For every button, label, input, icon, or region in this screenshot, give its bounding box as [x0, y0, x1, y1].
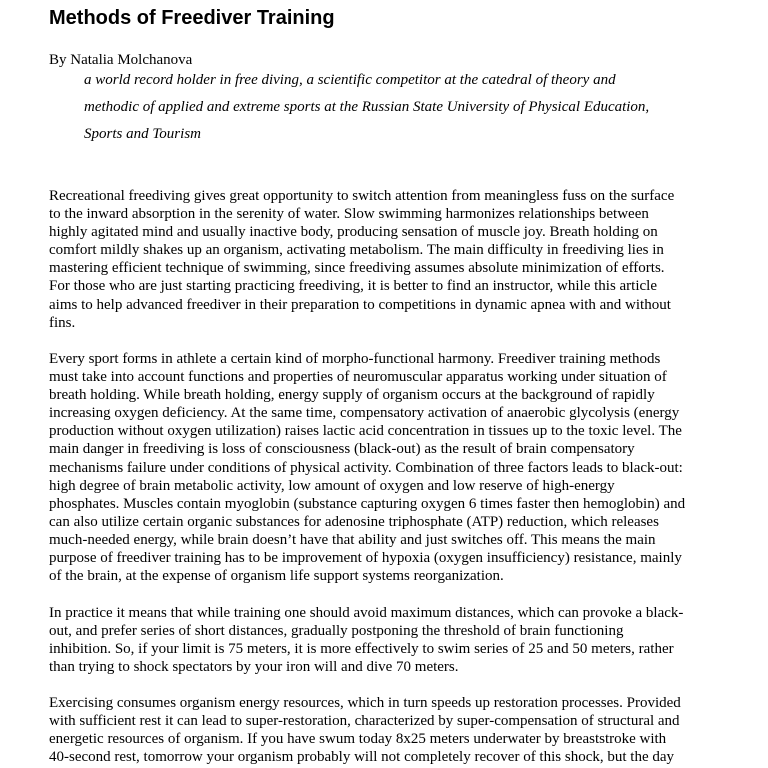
author-affiliation	[84, 67, 724, 148]
text-line: In practice it means that while training one should avoid maximum distances, which can provoke a black-	[49, 605, 684, 621]
affiliation-line: Sports and Tourism	[84, 126, 201, 142]
text-line: For those who are just starting practicing freediving, it is better to find an instructor, while this article	[49, 278, 657, 295]
text-line: Every sport forms in athlete a certain kind of morpho-functional harmony. Freediver training methods	[49, 351, 661, 367]
affiliation-line: a world record holder in free diving, a scientific competitor at the catedral of theory and	[84, 72, 616, 88]
body-paragraph-1	[49, 187, 739, 332]
text-line: than trying to shock spectators by your iron will and dive 70 meters.	[49, 659, 459, 676]
text-line: purpose of freediver training has to be improvement of hypoxia (oxygen insufficiency) resistance, mainly	[49, 550, 682, 567]
text-line: 40-second rest, tomorrow your organism probably will not completely recover of this shock, but the day	[49, 749, 675, 766]
text-line: highly agitated mind and usually inactive body, producing sensation of muscle joy. Breath holding on	[49, 224, 658, 241]
author-byline: By Natalia Molchanova	[49, 52, 193, 68]
text-line: aims to help advanced freediver in their preparation to competitions in dynamic apnea with and without	[49, 296, 671, 313]
body-paragraph-3	[49, 604, 739, 676]
text-line: of the brain, at the expense of organism life support systems reorganization.	[49, 568, 504, 585]
text-line: can also utilize certain organic substances for adenosine triphosphate (ATP) reduction, which releases	[49, 513, 659, 530]
text-line: mastering efficient technique of swimming, since freediving assumes absolute minimization of efforts.	[49, 260, 665, 277]
text-line: must take into account functions and properties of neuromuscular apparatus working under situation of	[49, 369, 667, 386]
text-line: Recreational freediving gives great opportunity to switch attention from meaningless fuss on the surface	[49, 188, 675, 204]
text-line: phosphates. Muscles contain myoglobin (substance capturing oxygen 6 times faster then hemoglobin) and	[49, 495, 686, 512]
document-title: Methods of Freediver Training	[49, 7, 335, 29]
text-line: to the inward absorption in the serenity of water. Slow swimming harmonizes relationships between	[49, 206, 649, 223]
text-line: fins.	[49, 314, 76, 331]
text-line: high degree of brain metabolic activity, low amount of oxygen and low reserve of high-energy	[49, 477, 615, 494]
text-line: Exercising consumes organism energy resources, which in turn speeds up restoration processes. Provided	[49, 695, 681, 711]
text-line: with sufficient rest it can lead to super-restoration, characterized by super-compensation of structural and	[49, 713, 680, 730]
text-line: much-needed energy, while brain doesn’t have that ability and just switches off. This means the main	[49, 531, 656, 548]
text-line: mechanisms failure under conditions of physical activity. Combination of three factors leads to black-out:	[49, 459, 683, 476]
affiliation-line: methodic of applied and extreme sports at the Russian State University of Physical Education,	[84, 99, 650, 115]
text-line: comfort mildly shakes up an organism, activating metabolism. The main difficulty in freediving lies in	[49, 242, 664, 259]
text-line: energetic resources of organism. If you have swum today 8x25 meters underwater by breaststroke with	[49, 731, 667, 748]
text-line: inhibition. So, if your limit is 75 meters, it is more effectively to swim series of 25 and 50 meters, rather	[49, 641, 674, 658]
text-line: breath holding. While breath holding, energy supply of organism occurs at the background of rapidly	[49, 387, 655, 404]
text-line: out, and prefer series of short distances, gradually postponing the threshold of brain functioning	[49, 623, 624, 640]
body-paragraph-2	[49, 350, 739, 585]
text-line: production without oxygen utilization) raises lactic acid concentration in tissues up to the toxic level. The	[49, 423, 682, 440]
text-line: increasing oxygen deficiency. At the same time, compensatory activation of anaerobic glycolysis (energy	[49, 405, 680, 422]
text-line: main danger in freediving is loss of consciousness (black-out) as the result of brain compensatory	[49, 441, 635, 458]
body-paragraph-4	[49, 694, 739, 766]
